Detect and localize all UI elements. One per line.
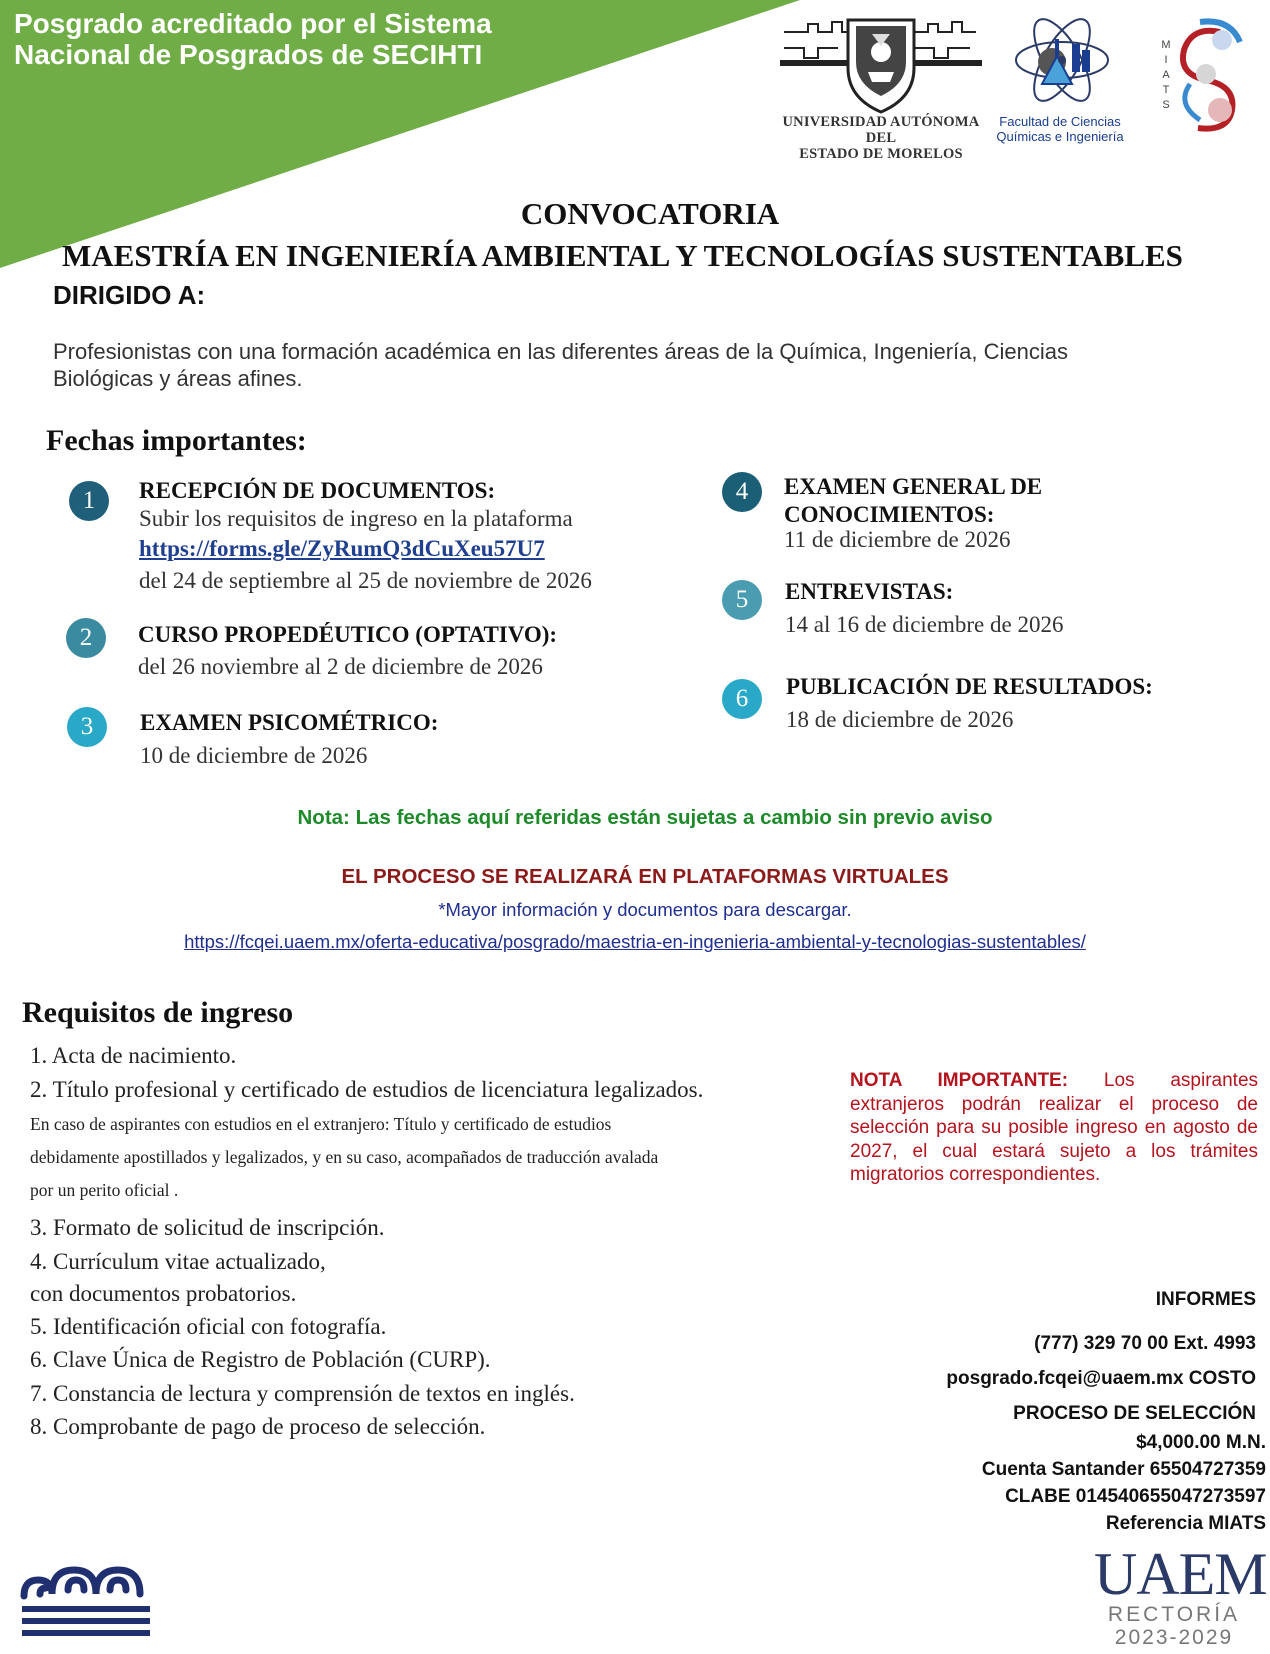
requirement-item: 7. Constancia de lectura y comprensión de textos en inglés. — [30, 1381, 575, 1406]
foreign-note-line-3: por un perito oficial . — [30, 1180, 179, 1200]
banner-line-1: Posgrado acreditado por el Sistema — [14, 8, 492, 39]
requirement-item: 6. Clave Única de Registro de Población (CURP). — [30, 1347, 491, 1372]
miats-letter: T — [1162, 84, 1170, 96]
step-4-title-line-1: EXAMEN GENERAL DE — [784, 474, 1043, 499]
step-6-dates: 18 de diciembre de 2026 — [786, 707, 1014, 732]
fcqei-name-line-1: Facultad de Ciencias — [999, 114, 1121, 129]
requirement-item: 3. Formato de solicitud de inscripción. — [30, 1215, 385, 1240]
step-5-badge: 5 — [722, 580, 762, 620]
step-2-title: CURSO PROPEDÉUTICO (OPTATIVO): — [138, 622, 558, 647]
requirement-item: 8. Comprobante de pago de proceso de selección. — [30, 1414, 486, 1439]
fcqei-name — [990, 114, 1130, 144]
cost-amount: $4,000.00 M.N. — [1136, 1432, 1266, 1453]
important-note — [850, 1069, 1258, 1187]
uaem-wave-logo — [18, 1550, 158, 1640]
miats-letter: S — [1162, 99, 1170, 111]
uaem-crest-logo — [776, 12, 986, 114]
program-title: MAESTRÍA EN INGENIERÍA AMBIENTAL Y TECNOLOGÍAS SUSTENTABLES — [62, 238, 1183, 273]
step-4-badge: 4 — [722, 472, 762, 512]
step-6-badge: 6 — [722, 679, 762, 719]
important-note-label: NOTA IMPORTANTE: — [850, 1070, 1069, 1091]
uaem-name — [772, 114, 990, 162]
requirement-item: 5. Identificación oficial con fotografía. — [30, 1314, 387, 1339]
uaem-name-line-1: UNIVERSIDAD AUTÓNOMA DEL — [782, 114, 980, 146]
requirement-item: 2. Título profesional y certificado de estudios de licenciatura legalizados. — [30, 1077, 704, 1102]
payment-reference: Referencia MIATS — [1105, 1513, 1266, 1534]
miats-vertical-letters — [1160, 38, 1172, 113]
bank-clabe: CLABE 014540655047273597 — [1005, 1486, 1266, 1507]
foreign-note-line-2: debidamente apostillados y legalizados, y en su caso, acompañados de traducción avalada — [30, 1147, 659, 1167]
contact-phone: (777) 329 70 00 Ext. 4993 — [1034, 1333, 1256, 1354]
uaem-footer-logo: UAEM — [1094, 1541, 1267, 1607]
step-1-dates: del 24 de septiembre al 25 de noviembre de 2026 — [139, 568, 592, 593]
uaem-name-line-2: ESTADO DE MORELOS — [799, 146, 963, 162]
program-info-link[interactable]: https://fcqei.uaem.mx/oferta-educativa/posgrado/maestria-en-ingenieria-ambiental-y-tecnologias-sustentables/ — [184, 931, 1086, 952]
rectoria-years: 2023-2029 — [1114, 1626, 1234, 1649]
miats-letter: M — [1161, 39, 1171, 51]
step-2-dates: del 26 noviembre al 2 de diciembre de 2026 — [138, 654, 543, 679]
requisitos-heading: Requisitos de ingreso — [22, 996, 294, 1029]
step-3-title: EXAMEN PSICOMÉTRICO: — [140, 710, 439, 735]
banner-line-2: Nacional de Posgrados de SECIHTI — [14, 39, 483, 70]
foreign-note-line-1: En caso de aspirantes con estudios en el extranjero: Título y certificado de estudios — [30, 1114, 612, 1134]
fcqei-name-line-2: Químicas e Ingeniería — [996, 129, 1124, 144]
virtual-process-notice: EL PROCESO SE REALIZARÁ EN PLATAFORMAS VIRTUALES — [341, 865, 949, 888]
requirement-item: 1. Acta de nacimiento. — [30, 1043, 237, 1068]
requirement-item-continuation: con documentos probatorios. — [30, 1281, 297, 1306]
informes-heading: INFORMES — [1155, 1289, 1256, 1310]
step-1-title: RECEPCIÓN DE DOCUMENTOS: — [139, 478, 496, 503]
step-5-title: ENTREVISTAS: — [785, 579, 954, 604]
miats-letter: I — [1164, 54, 1168, 66]
step-4-title-line-2: CONOCIMIENTOS: — [784, 502, 995, 527]
cost-label: PROCESO DE SELECCIÓN — [1013, 1403, 1256, 1424]
dirigido-line-2: Biológicas y áreas afines. — [53, 366, 303, 391]
miats-letter: A — [1162, 69, 1170, 81]
accreditation-banner-text — [14, 8, 574, 70]
dirigido-heading: DIRIGIDO A: — [53, 280, 206, 310]
step-3-dates: 10 de diciembre de 2026 — [140, 743, 368, 768]
important-note-text: Los aspirantes extranjeros podrán realizar el proceso de selección para su posible ingreso en agosto de 2027, el cual estará sujeto a los trámites migratorios correspondientes. — [850, 1070, 1259, 1185]
rectoria-label: RECTORÍA — [1107, 1603, 1241, 1626]
forms-link[interactable]: https://forms.gle/ZyRumQ3dCuXeu57U7 — [139, 536, 545, 561]
contact-email-costo: posgrado.fcqei@uaem.mx COSTO — [946, 1368, 1256, 1389]
step-1-badge: 1 — [69, 481, 109, 521]
step-5-dates: 14 al 16 de diciembre de 2026 — [785, 612, 1064, 637]
foreign-applicants-note — [30, 1108, 810, 1207]
dirigido-line-1: Profesionistas con una formación académica en las diferentes áreas de la Química, Ingeniería, Ciencias — [53, 339, 1068, 364]
bank-account: Cuenta Santander 65504727359 — [981, 1459, 1266, 1480]
fcqei-atom-flask-logo — [1012, 10, 1112, 114]
more-info-label: *Mayor información y documentos para descargar. — [438, 899, 852, 920]
step-1-instruction: Subir los requisitos de ingreso en la plataforma — [139, 506, 573, 531]
requirement-item: 4. Currículum vitae actualizado, — [30, 1249, 326, 1274]
step-2-badge: 2 — [66, 618, 106, 658]
step-4-dates: 11 de diciembre de 2026 — [784, 527, 1011, 552]
fechas-heading: Fechas importantes: — [46, 424, 307, 457]
step-3-badge: 3 — [67, 707, 107, 747]
step-6-title: PUBLICACIÓN DE RESULTADOS: — [786, 674, 1153, 699]
dates-change-note: Nota: Las fechas aquí referidas están sujetas a cambio sin previo aviso — [297, 806, 993, 829]
convocatoria-title: CONVOCATORIA — [520, 196, 780, 231]
dirigido-description — [53, 338, 1213, 392]
